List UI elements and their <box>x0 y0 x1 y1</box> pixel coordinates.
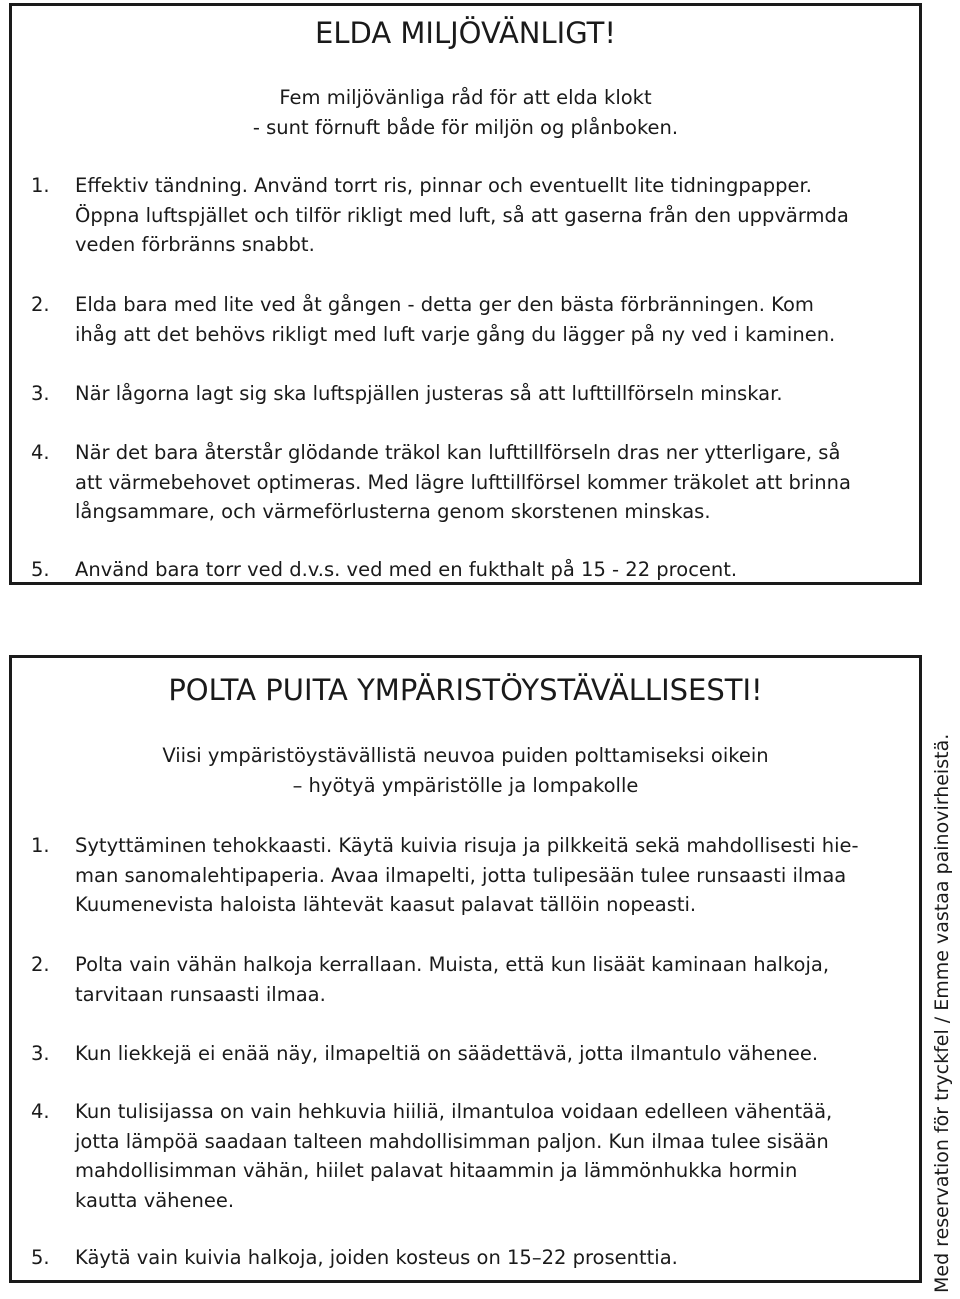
item-line: man sanomalehtipaperia. Avaa ilmapelti, jotta tulipesään tulee runsaasti ilmaa <box>75 863 847 887</box>
swedish-subtitle <box>12 83 919 143</box>
item-number: 5. <box>31 558 50 581</box>
swedish-item-3 <box>31 379 909 409</box>
item-number: 2. <box>31 293 50 316</box>
item-number: 2. <box>31 953 50 976</box>
item-line: jotta lämpöä saadaan talteen mahdollisimman paljon. Kun ilmaa tulee sisään <box>75 1129 829 1153</box>
item-line: Kun liekkejä ei enää näy, ilmapeltiä on säädettävä, jotta ilmantulo vähenee. <box>75 1042 819 1065</box>
item-line: Kuumenevista haloista lähtevät kaasut palavat tällöin nopeasti. <box>75 893 697 916</box>
item-line: Käytä vain kuivia halkoja, joiden kosteus on 15–22 prosenttia. <box>75 1246 678 1269</box>
finnish-subtitle <box>12 741 919 801</box>
item-number: 1. <box>31 174 50 197</box>
finnish-subtitle-line-1: Viisi ympäristöystävällistä neuvoa puiden polttamiseksi oikein <box>162 744 769 767</box>
finnish-item-1 <box>31 831 909 920</box>
finnish-title: POLTA PUITA YMPÄRISTÖYSTÄVÄLLISESTI! <box>168 673 763 707</box>
finnish-item-3 <box>31 1039 909 1069</box>
item-line: När lågorna lagt sig ska luftspjällen justeras så att lufttillförseln minskar. <box>75 382 783 405</box>
item-number: 5. <box>31 1246 50 1269</box>
item-line: Sytyttäminen tehokkaasti. Käytä kuivia risuja ja pilkkeitä sekä mahdollisesti hie- <box>75 834 859 857</box>
item-line: Öppna luftspjället och tilför rikligt med luft, så att gaserna från den uppvärmda <box>75 203 849 227</box>
item-number: 4. <box>31 1100 50 1123</box>
finnish-subtitle-line-2: – hyötyä ympäristölle ja lompakolle <box>292 774 639 797</box>
finnish-panel <box>9 655 922 1283</box>
item-line: Polta vain vähän halkoja kerrallaan. Muista, että kun lisäät kaminaan halkoja, <box>75 953 830 976</box>
swedish-title: ELDA MILJÖVÄNLIGT! <box>315 16 616 50</box>
item-line: veden förbränns snabbt. <box>75 233 315 256</box>
swedish-item-2 <box>31 290 909 349</box>
item-line: långsammare, och värmeförlusterna genom skorstenen minskas. <box>75 500 711 523</box>
item-number: 3. <box>31 1042 50 1065</box>
swedish-item-4 <box>31 438 909 527</box>
item-number: 3. <box>31 382 50 405</box>
item-line: att värmebehovet optimeras. Med lägre lufttillförsel kommer träkolet att brinna <box>75 470 851 494</box>
item-line: Använd bara torr ved d.v.s. ved med en fukthalt på 15 - 22 procent. <box>75 558 738 581</box>
item-line: kautta vähenee. <box>75 1188 235 1212</box>
print-disclaimer: Med reservation för tryckfel / Emme vastaa painovirheistä. <box>931 733 953 1293</box>
item-line: Elda bara med lite ved åt gången - detta ger den bästa förbränningen. Kom <box>75 293 814 316</box>
item-line: Effektiv tändning. Använd torrt ris, pinnar och eventuellt lite tidningpapper. <box>75 174 812 197</box>
item-number: 1. <box>31 834 50 857</box>
swedish-item-5 <box>31 555 909 585</box>
item-line: När det bara återstår glödande träkol kan lufttillförseln dras ner ytterligare, så <box>75 441 841 464</box>
swedish-panel <box>9 3 922 585</box>
finnish-item-2 <box>31 950 909 1009</box>
item-line: ihåg att det behövs rikligt med luft varje gång du lägger på ny ved i kaminen. <box>75 322 836 346</box>
finnish-item-5 <box>31 1243 909 1273</box>
item-line: Kun tulisijassa on vain hehkuvia hiiliä, ilmantuloa voidaan edelleen vähentää, <box>75 1100 833 1123</box>
item-number: 4. <box>31 441 50 464</box>
swedish-item-1 <box>31 171 909 260</box>
item-line: tarvitaan runsaasti ilmaa. <box>75 982 326 1006</box>
item-line: mahdollisimman vähän, hiilet palavat hitaammin ja lämmönhukka hormin <box>75 1159 798 1182</box>
swedish-subtitle-line-2: - sunt förnuft både för miljön og plånboken. <box>252 116 679 139</box>
swedish-subtitle-line-1: Fem miljövänliga råd för att elda klokt <box>279 86 652 109</box>
finnish-item-4 <box>31 1097 909 1215</box>
